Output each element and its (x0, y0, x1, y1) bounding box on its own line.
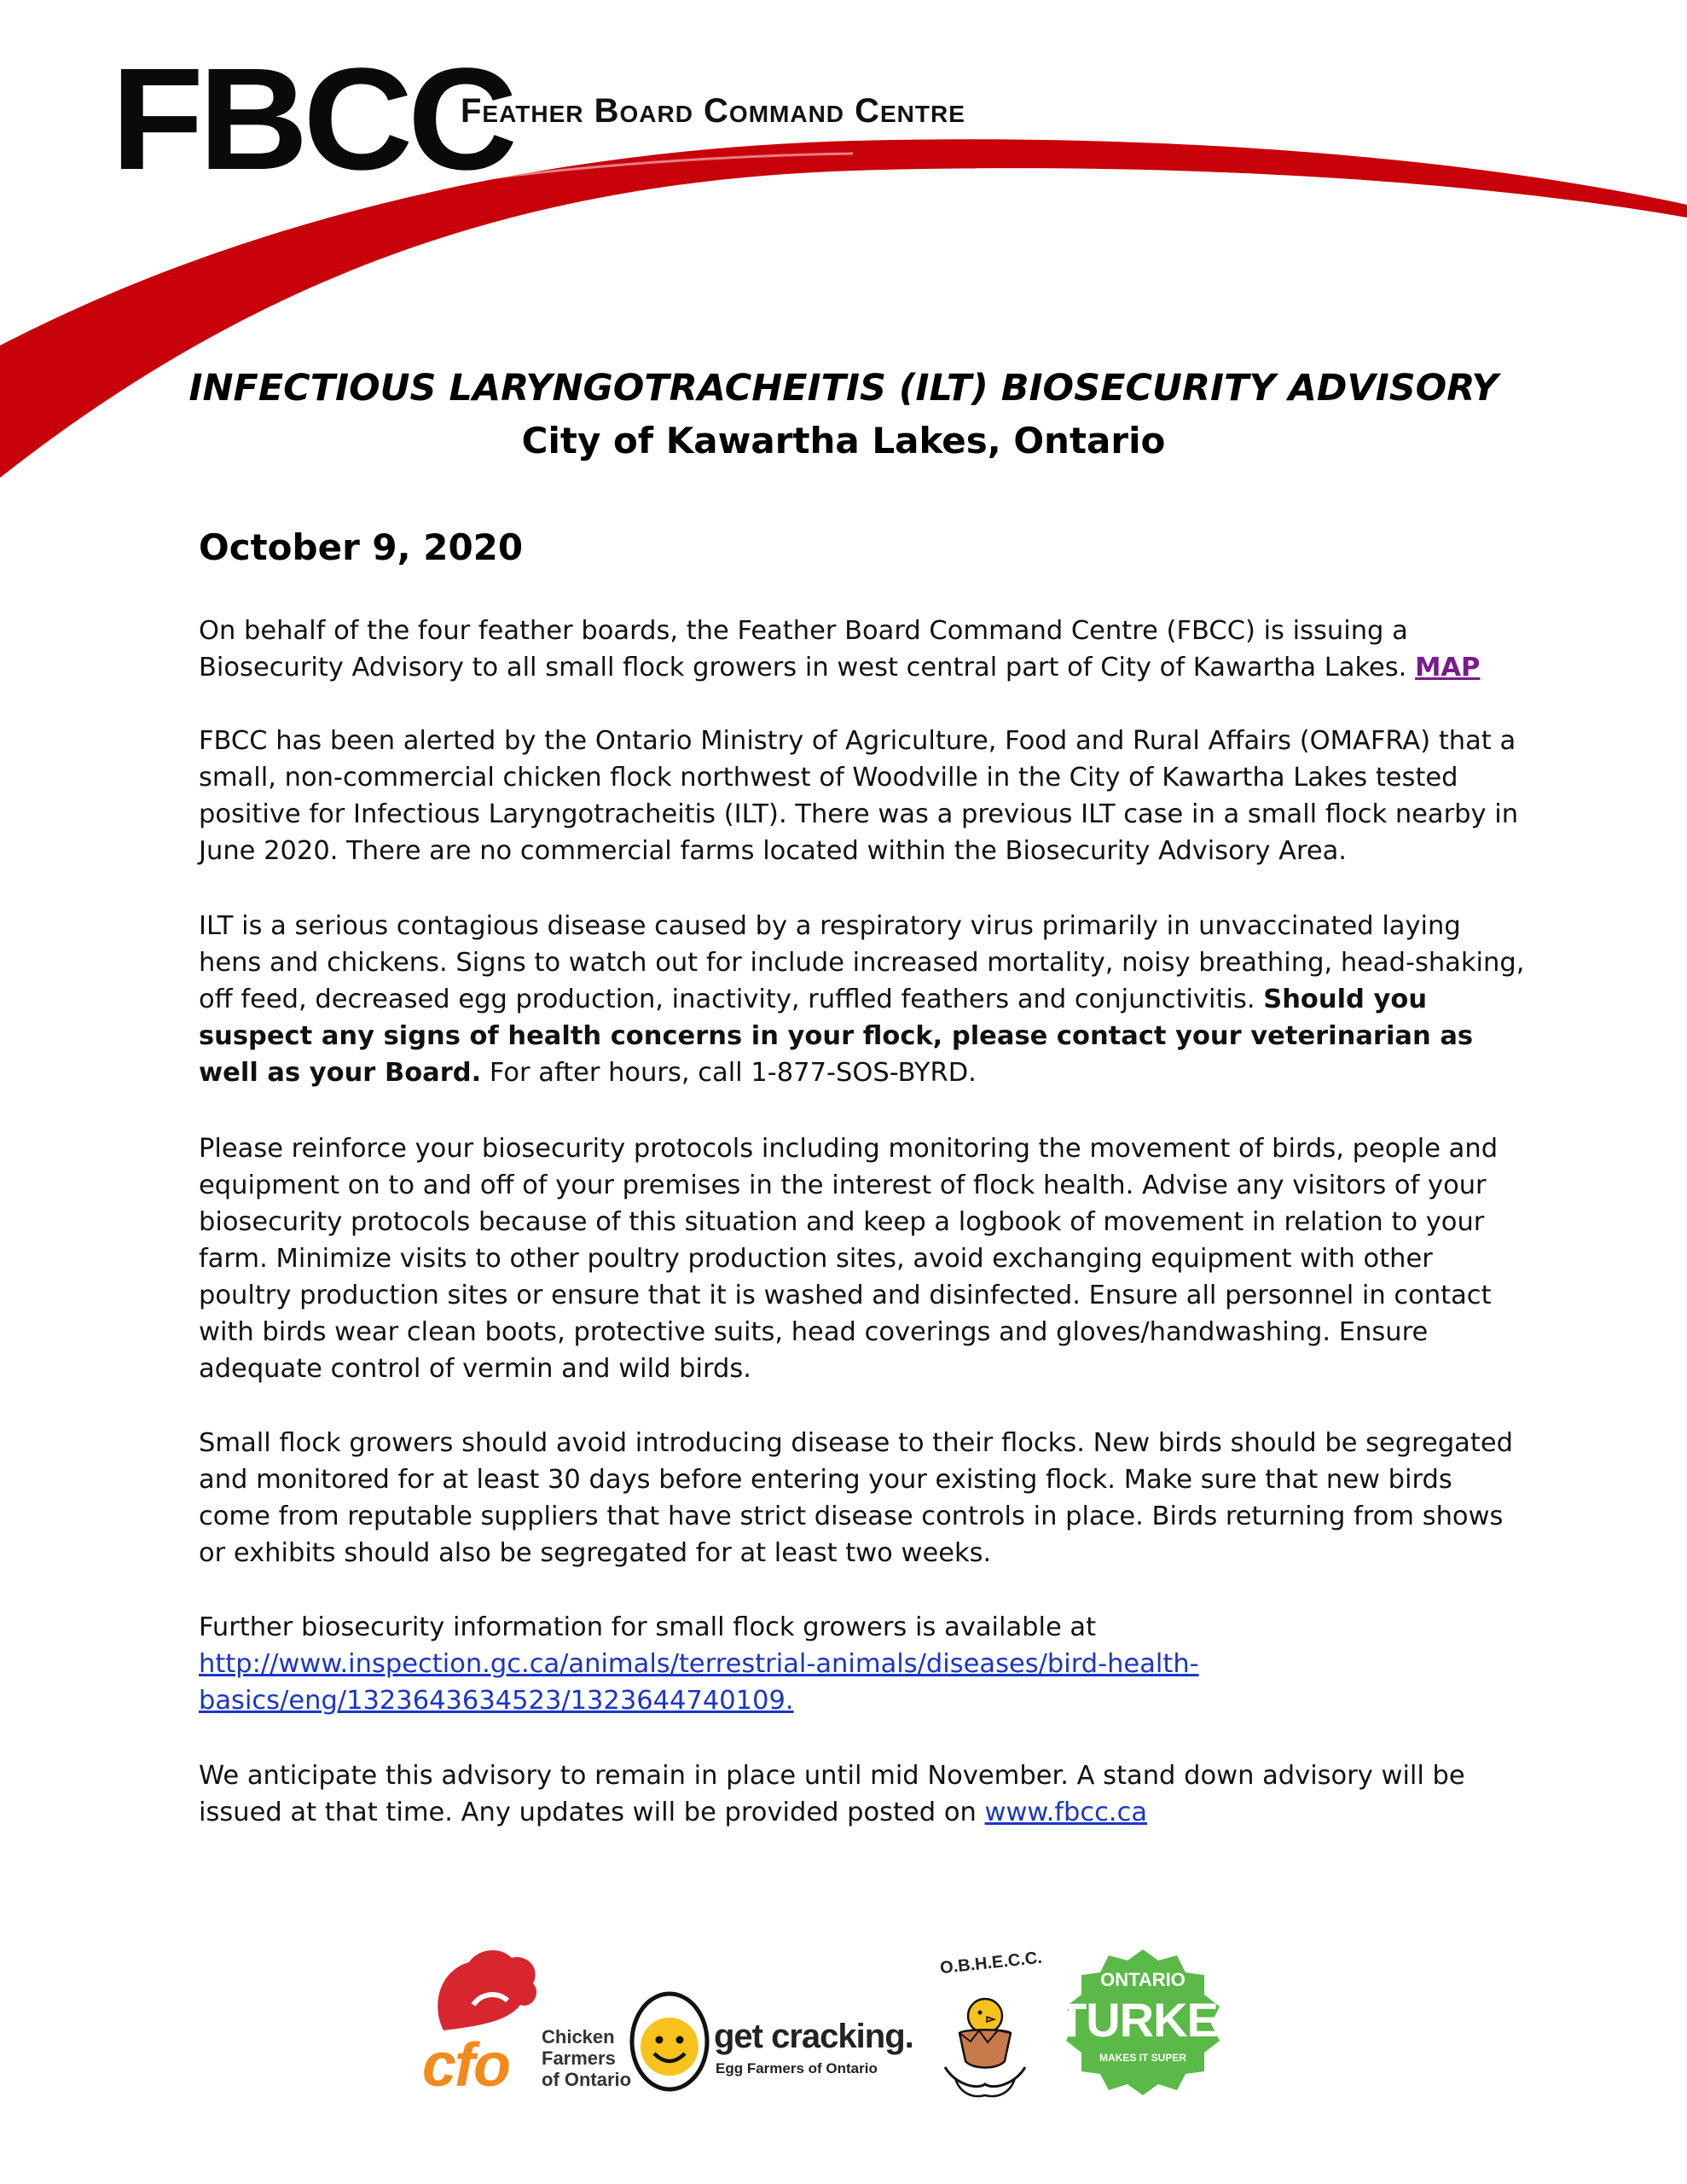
chick-hands-icon (938, 1986, 1032, 2106)
advisory-location: City of Kawartha Lakes, Ontario (521, 420, 1166, 462)
cfo-name-line-1: Chicken (542, 2026, 615, 2048)
paragraph-duration (199, 1757, 1529, 1831)
paragraph-further-info (199, 1609, 1529, 1719)
turkey-top-text: ONTARIO (1100, 1969, 1186, 1990)
cfia-link[interactable]: http://www.inspection.gc.ca/animals/terrestrial-animals/diseases/bird-health-basics/eng/1323643634523/1323644740109. (199, 1649, 1199, 1716)
paragraph-alert-text: FBCC has been alerted by the Ontario Ministry of Agriculture, Food and Rural Affairs (OMAFRA) that a small, non-commercial chicken flock northwest of Woodville in the City of Kawartha Lakes tested positive for Infectious Laryngotracheitis (ILT). There was a previous ILT case in a small flock nearby in June 2020. There are no commercial farms located within the Biosecurity Advisory Area. (199, 726, 1519, 866)
egg-smiley-icon (627, 1984, 712, 2093)
cfo-comb-icon (426, 1945, 546, 2039)
paragraph-intro (199, 613, 1529, 686)
paragraph-alert (199, 723, 1529, 869)
advisory-title: INFECTIOUS LARYNGOTRACHEITIS (ILT) BIOSECURITY ADVISORY (188, 367, 1499, 410)
cfo-mark: cfo (422, 2031, 509, 2100)
paragraph-disease-info (199, 908, 1529, 1091)
fbcc-logo: FBCC (111, 38, 513, 200)
obhecc-logo (930, 1937, 1058, 2116)
get-cracking-subtext: Egg Farmers of Ontario (716, 2060, 878, 2077)
advisory-date: October 9, 2020 (199, 526, 524, 568)
paragraph-disease-bold: Should you suspect any signs of health concerns in your flock, please contact your veterinarian as well as your Board. (199, 985, 1474, 1088)
obhecc-text: O.B.H.E.C.C. (939, 1948, 1043, 1978)
fbcc-website-link[interactable]: www.fbcc.ca (984, 1798, 1148, 1827)
turkey-sub-text: MAKES IT SUPER (1099, 2052, 1186, 2064)
footer-logos (0, 1928, 1687, 2141)
ontario-turkey-logo (1058, 1945, 1249, 2107)
paragraph-disease-tail: For after hours, call 1-877-SOS-BYRD. (481, 1058, 977, 1088)
map-link[interactable]: MAP (1415, 653, 1481, 682)
cfo-name (542, 2026, 631, 2090)
turkey-main-text: TURKEY (1058, 1993, 1249, 2047)
paragraph-duration-text: We anticipate this advisory to remain in place until mid November. A stand down advisory will be issued at that time. Any updates will be provided posted on (199, 1761, 1465, 1827)
cfo-name-line-3: of Ontario (542, 2069, 632, 2090)
cfo-logo (418, 1945, 640, 2124)
get-cracking-text: get cracking. (714, 2018, 913, 2055)
get-cracking-logo (627, 1971, 917, 2124)
paragraph-intro-text: On behalf of the four feather boards, the Feather Board Command Centre (FBCC) is issuing a Biosecurity Advisory to all small flock growers in west central part of City of Kawartha Lakes. (199, 616, 1416, 682)
fbcc-subtitle: Feather Board Command Centre (461, 92, 965, 130)
paragraph-disease-text: ILT is a serious contagious disease caused by a respiratory virus primarily in unvaccinated laying hens and chickens. Signs to watch out for include increased mortality, noisy breathing, head-shaking, off feed, decreased egg production, inactivity, ruffled feathers and conjunctivitis. (199, 911, 1525, 1014)
paragraph-protocols (199, 1130, 1529, 1387)
paragraph-small-flock-text: Small flock growers should avoid introducing disease to their flocks. New birds should be segregated and monitored for at least 30 days before entering your existing flock. Make sure that new birds come from reputable suppliers that have strict disease controls in place. Birds returning from shows or exhibits should also be segregated for at least two weeks. (199, 1428, 1513, 1568)
paragraph-further-info-text: Further biosecurity information for small flock growers is available at (199, 1612, 1097, 1642)
paragraph-small-flock (199, 1425, 1529, 1571)
paragraph-protocols-text: Please reinforce your biosecurity protocols including monitoring the movement of birds, people and equipment on to and off of your premises in the interest of flock health. Advise any visitors of your biosecurity protocols because of this situation and keep a logbook of movement in relation to your farm. Minimize visits to other poultry production sites, avoid exchanging equipment with other poultry production sites or ensure that it is washed and disinfected. Ensure all personnel in contact with birds wear clean boots, protective suits, head coverings and gloves/handwashing. Ensure adequate control of vermin and wild birds. (199, 1134, 1499, 1384)
cfo-name-line-2: Farmers (542, 2048, 616, 2069)
